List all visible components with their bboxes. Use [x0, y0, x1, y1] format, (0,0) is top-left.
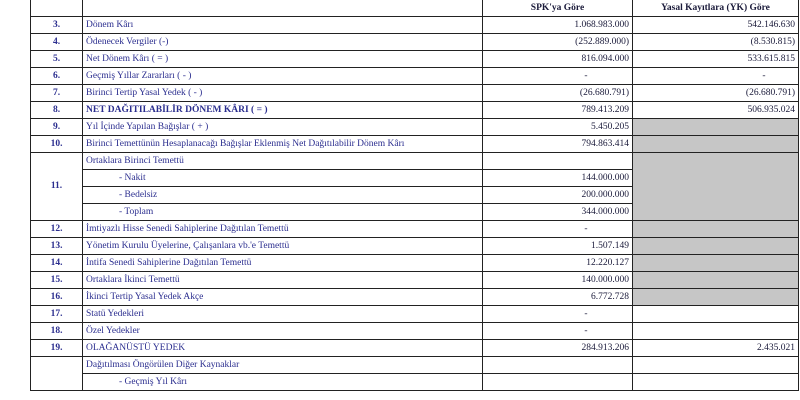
- row-number: 7.: [31, 85, 83, 102]
- row-yk-value: [633, 136, 799, 153]
- subrow-spk-value: 344.000.000: [483, 204, 633, 221]
- row-spk-value: 5.450.205: [483, 119, 633, 136]
- row-yk-value: 506.935.024: [633, 102, 799, 119]
- subrow-label: - Bedelsiz: [83, 187, 483, 204]
- table-row: [31, 272, 799, 289]
- row-spk-value: -: [483, 221, 633, 238]
- table-row: [31, 374, 799, 391]
- row-spk-value: 12.220.127: [483, 255, 633, 272]
- row-number: 16.: [31, 289, 83, 306]
- row-number: 9.: [31, 119, 83, 136]
- row-number: 17.: [31, 306, 83, 323]
- row-yk-value: 2.435.021: [633, 340, 799, 357]
- row-label: Geçmiş Yıllar Zararları ( - ): [83, 68, 483, 85]
- table-row: [31, 68, 799, 85]
- row-label: Yönetim Kurulu Üyelerine, Çalışanlara vb.'e Temettü: [83, 238, 483, 255]
- table-row: [31, 306, 799, 323]
- row-number: 6.: [31, 68, 83, 85]
- table-row: [31, 102, 799, 119]
- row-number: 19.: [31, 340, 83, 357]
- row-spk-value: 284.913.206: [483, 340, 633, 357]
- row-yk-value: [633, 119, 799, 136]
- row-number: 18.: [31, 323, 83, 340]
- row-yk-value: [633, 272, 799, 289]
- row-yk-value: 542.146.630: [633, 17, 799, 34]
- row-spk-value: 789.413.209: [483, 102, 633, 119]
- header-spk: SPK'ya Göre: [483, 0, 633, 17]
- row-spk-value: 140.000.000: [483, 272, 633, 289]
- row-yk-value: -: [633, 68, 799, 85]
- row-label: Ortaklara Birinci Temettü: [83, 153, 483, 170]
- row-label: İkinci Tertip Yasal Yedek Akçe: [83, 289, 483, 306]
- row-spk-value: 816.094.000: [483, 51, 633, 68]
- row-label: OLAĞANÜSTÜ YEDEK: [83, 340, 483, 357]
- table-row: [31, 221, 799, 238]
- row-spk-value: [483, 357, 633, 374]
- row-label: Birinci Temettünün Hesaplanacağı Bağışlar Eklenmiş Net Dağıtılabilir Dönem Kârı: [83, 136, 483, 153]
- row-number: 15.: [31, 272, 83, 289]
- row-yk-value: 533.615.815: [633, 51, 799, 68]
- header-empty-no: [31, 0, 83, 17]
- row-spk-value: (26.680.791): [483, 85, 633, 102]
- table-row: [31, 51, 799, 68]
- table-header-row: [31, 0, 799, 17]
- row-spk-value: 1.507.149: [483, 238, 633, 255]
- row-yk-value: [633, 306, 799, 323]
- row-number: 11.: [31, 153, 83, 221]
- row-label: Dönem Kârı: [83, 17, 483, 34]
- table-row: [31, 238, 799, 255]
- header-empty-desc: [83, 0, 483, 17]
- subrow-spk-value: 200.000.000: [483, 187, 633, 204]
- row-yk-value: (26.680.791): [633, 85, 799, 102]
- row-label: Ödenecek Vergiler (-): [83, 34, 483, 51]
- row-yk-value: [633, 357, 799, 374]
- table-row: [31, 289, 799, 306]
- row-number: 3.: [31, 17, 83, 34]
- row-label: Statü Yedekleri: [83, 306, 483, 323]
- row-spk-value: -: [483, 306, 633, 323]
- row-label: Birinci Tertip Yasal Yedek ( - ): [83, 85, 483, 102]
- subrow-label: - Nakit: [83, 170, 483, 187]
- row-spk-value: [483, 374, 633, 391]
- row-spk-value: (252.889.000): [483, 34, 633, 51]
- row-yk-value: [633, 289, 799, 306]
- row-yk-value: [633, 323, 799, 340]
- table-row: [31, 34, 799, 51]
- row-number: 14.: [31, 255, 83, 272]
- row-label: Ortaklara İkinci Temettü: [83, 272, 483, 289]
- row-number: 4.: [31, 34, 83, 51]
- row-spk-value: 6.772.728: [483, 289, 633, 306]
- row-label: NET DAĞITILABİLİR DÖNEM KÂRI ( = ): [83, 102, 483, 119]
- row-number: 10.: [31, 136, 83, 153]
- row-spk-value: -: [483, 323, 633, 340]
- profit-distribution-table: [30, 0, 799, 391]
- row-yk-value: [633, 238, 799, 255]
- table-row: [31, 136, 799, 153]
- row-label: İntifa Senedi Sahiplerine Dağıtılan Temettü: [83, 255, 483, 272]
- table-row: [31, 255, 799, 272]
- table-row: [31, 323, 799, 340]
- subrow-spk-value: 144.000.000: [483, 170, 633, 187]
- table-row: [31, 119, 799, 136]
- row-spk-value: -: [483, 68, 633, 85]
- row-spk-value: [483, 153, 633, 170]
- row-yk-value: [633, 221, 799, 238]
- row-yk-value: [633, 374, 799, 391]
- row-label: Özel Yedekler: [83, 323, 483, 340]
- row-spk-value: 794.863.414: [483, 136, 633, 153]
- row-label: - Geçmiş Yıl Kârı: [83, 374, 483, 391]
- table-row: [31, 357, 799, 374]
- row-label: Net Dönem Kârı ( = ): [83, 51, 483, 68]
- row-number: 13.: [31, 238, 83, 255]
- row-number: [31, 357, 83, 391]
- header-yk: Yasal Kayıtlara (YK) Göre: [633, 0, 799, 17]
- row-yk-value: [633, 255, 799, 272]
- row-label: İmtiyazlı Hisse Senedi Sahiplerine Dağıtılan Temettü: [83, 221, 483, 238]
- row-yk-value: (8.530.815): [633, 34, 799, 51]
- row-number: 12.: [31, 221, 83, 238]
- row-yk-value: [633, 153, 799, 221]
- row-spk-value: 1.068.983.000: [483, 17, 633, 34]
- row-number: 8.: [31, 102, 83, 119]
- row-label: Dağıtılması Öngörülen Diğer Kaynaklar: [83, 357, 483, 374]
- subrow-label: - Toplam: [83, 204, 483, 221]
- table-row: [31, 153, 799, 170]
- table-row: [31, 340, 799, 357]
- table-row: [31, 17, 799, 34]
- table-row: [31, 85, 799, 102]
- row-number: 5.: [31, 51, 83, 68]
- row-label: Yıl İçinde Yapılan Bağışlar ( + ): [83, 119, 483, 136]
